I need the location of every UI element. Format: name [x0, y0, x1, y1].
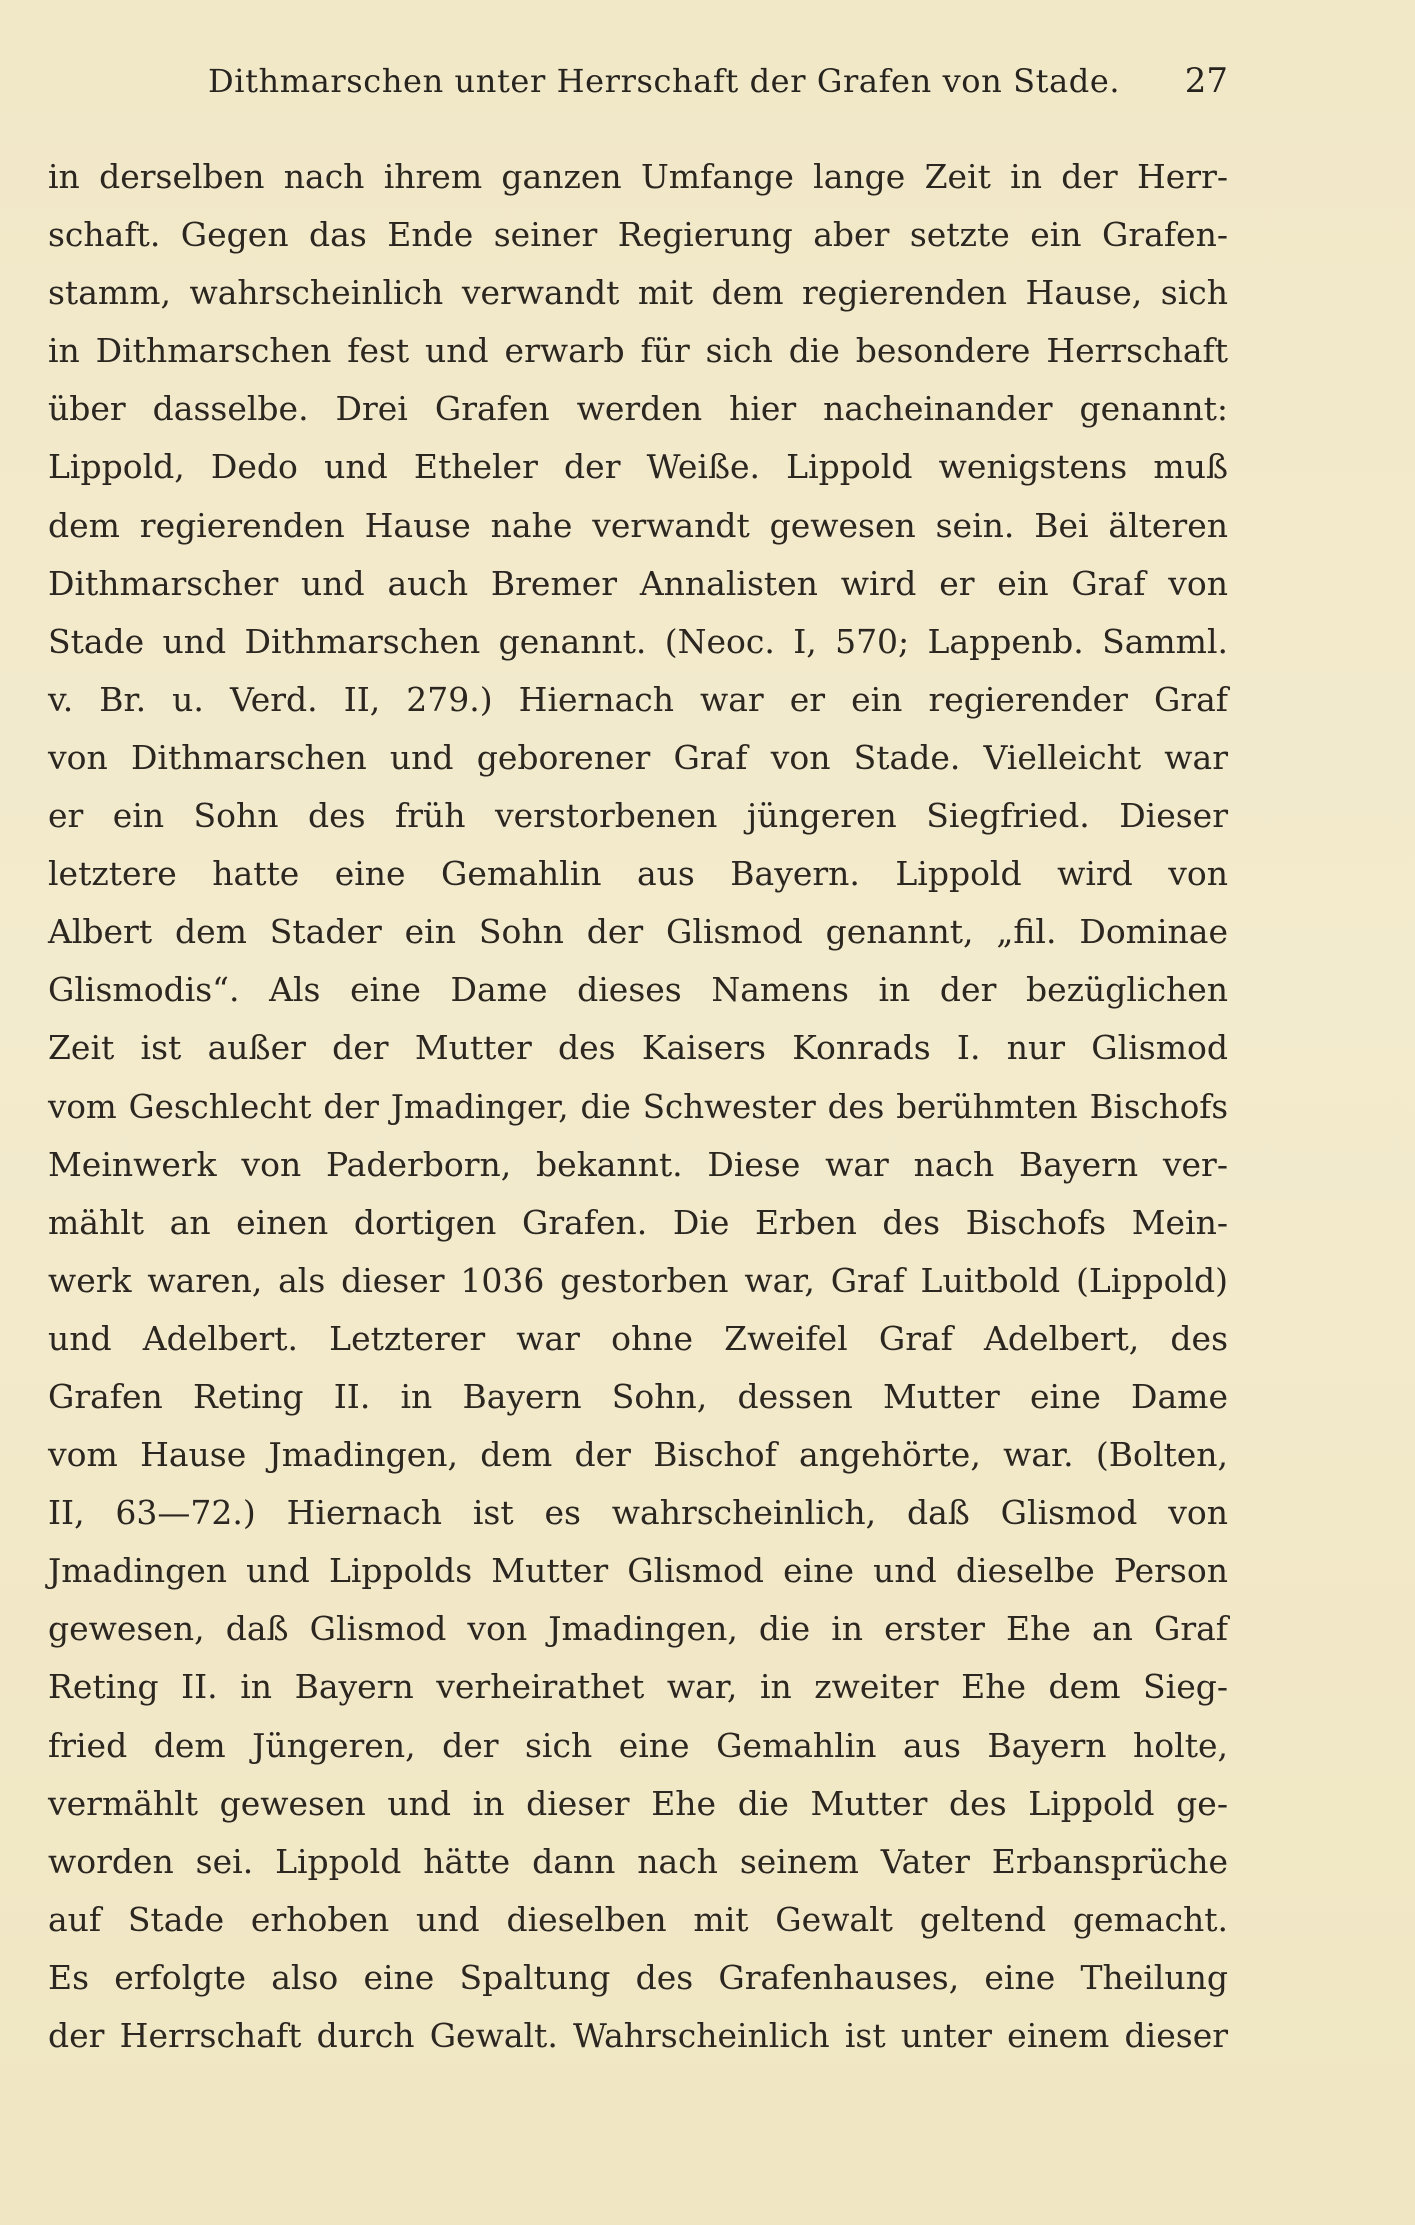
text-line: II, 63—72.) Hiernach ist es wahrscheinlich, daß Glismod von: [48, 1493, 1228, 1533]
text-line: fried dem Jüngeren, der sich eine Gemahlin aus Bayern holte,: [48, 1725, 1228, 1765]
text-line: vom Geschlecht der Jmadinger, die Schwester des berühmten Bischofs: [48, 1087, 1228, 1126]
text-line: Jmadingen und Lippolds Mutter Glismod eine und dieselbe Person: [48, 1551, 1228, 1591]
text-line: der Herrschaft durch Gewalt. Wahrscheinlich ist unter einem dieser: [48, 2016, 1228, 2055]
text-line: Zeit ist außer der Mutter des Kaisers Konrads I. nur Glismod: [48, 1028, 1228, 1068]
text-line: Albert dem Stader ein Sohn der Glismod genannt, „fil. Dominae: [48, 912, 1228, 952]
text-line: stamm, wahrscheinlich verwandt mit dem regierenden Hause, sich: [48, 273, 1228, 313]
running-title: Dithmarschen unter Herrschaft der Grafen von Stade.: [208, 62, 1121, 100]
text-line: Glismodis“. Als eine Dame dieses Namens in der bezüglichen: [48, 970, 1228, 1010]
text-line: v. Br. u. Verd. II, 279.) Hiernach war er ein regierender Graf: [48, 679, 1228, 719]
text-line: Stade und Dithmarschen genannt. (Neoc. I, 570; Lappenb. Samml.: [48, 621, 1228, 661]
text-line: worden sei. Lippold hätte dann nach seinem Vater Erbansprüche: [48, 1841, 1228, 1881]
page-number: 27: [1184, 61, 1228, 101]
text-line: Grafen Reting II. in Bayern Sohn, dessen Mutter eine Dame: [48, 1376, 1228, 1416]
text-line: und Adelbert. Letzterer war ohne Zweifel Graf Adelbert, des: [48, 1318, 1228, 1358]
text-line: Lippold, Dedo und Etheler der Weiße. Lippold wenigstens muß: [48, 447, 1228, 487]
text-line: letztere hatte eine Gemahlin aus Bayern. Lippold wird von: [48, 854, 1228, 894]
text-line: Es erfolgte also eine Spaltung des Grafenhauses, eine Theilung: [48, 1957, 1228, 1997]
text-line: Meinwerk von Paderborn, bekannt. Diese war nach Bayern ver-: [48, 1144, 1228, 1184]
text-line: werk waren, als dieser 1036 gestorben war, Graf Luitbold (Lippold): [48, 1260, 1228, 1300]
text-line: Reting II. in Bayern verheirathet war, in zweiter Ehe dem Sieg-: [48, 1667, 1228, 1707]
body-text: [48, 148, 1228, 2065]
text-line: über dasselbe. Drei Grafen werden hier nacheinander genannt:: [48, 389, 1228, 429]
text-line: mählt an einen dortigen Grafen. Die Erben des Bischofs Mein-: [48, 1202, 1228, 1242]
text-line: dem regierenden Hause nahe verwandt gewesen sein. Bei älteren: [48, 505, 1228, 545]
text-line: gewesen, daß Glismod von Jmadingen, die in erster Ehe an Graf: [48, 1609, 1228, 1649]
running-head: [48, 58, 1228, 104]
text-line: er ein Sohn des früh verstorbenen jüngeren Siegfried. Dieser: [48, 796, 1228, 836]
text-line: Dithmarscher und auch Bremer Annalisten wird er ein Graf von: [48, 563, 1228, 603]
text-line: von Dithmarschen und geborener Graf von Stade. Vielleicht war: [48, 737, 1228, 777]
text-line: in Dithmarschen fest und erwarb für sich die besondere Herrschaft: [48, 331, 1228, 371]
text-line: vermählt gewesen und in dieser Ehe die Mutter des Lippold ge-: [48, 1783, 1228, 1823]
text-line: vom Hause Jmadingen, dem der Bischof angehörte, war. (Bolten,: [48, 1435, 1228, 1475]
text-line: auf Stade erhoben und dieselben mit Gewalt geltend gemacht.: [48, 1899, 1228, 1939]
text-line: in derselben nach ihrem ganzen Umfange lange Zeit in der Herr-: [48, 157, 1228, 196]
text-line: schaft. Gegen das Ende seiner Regierung aber setzte ein Grafen-: [48, 215, 1228, 255]
